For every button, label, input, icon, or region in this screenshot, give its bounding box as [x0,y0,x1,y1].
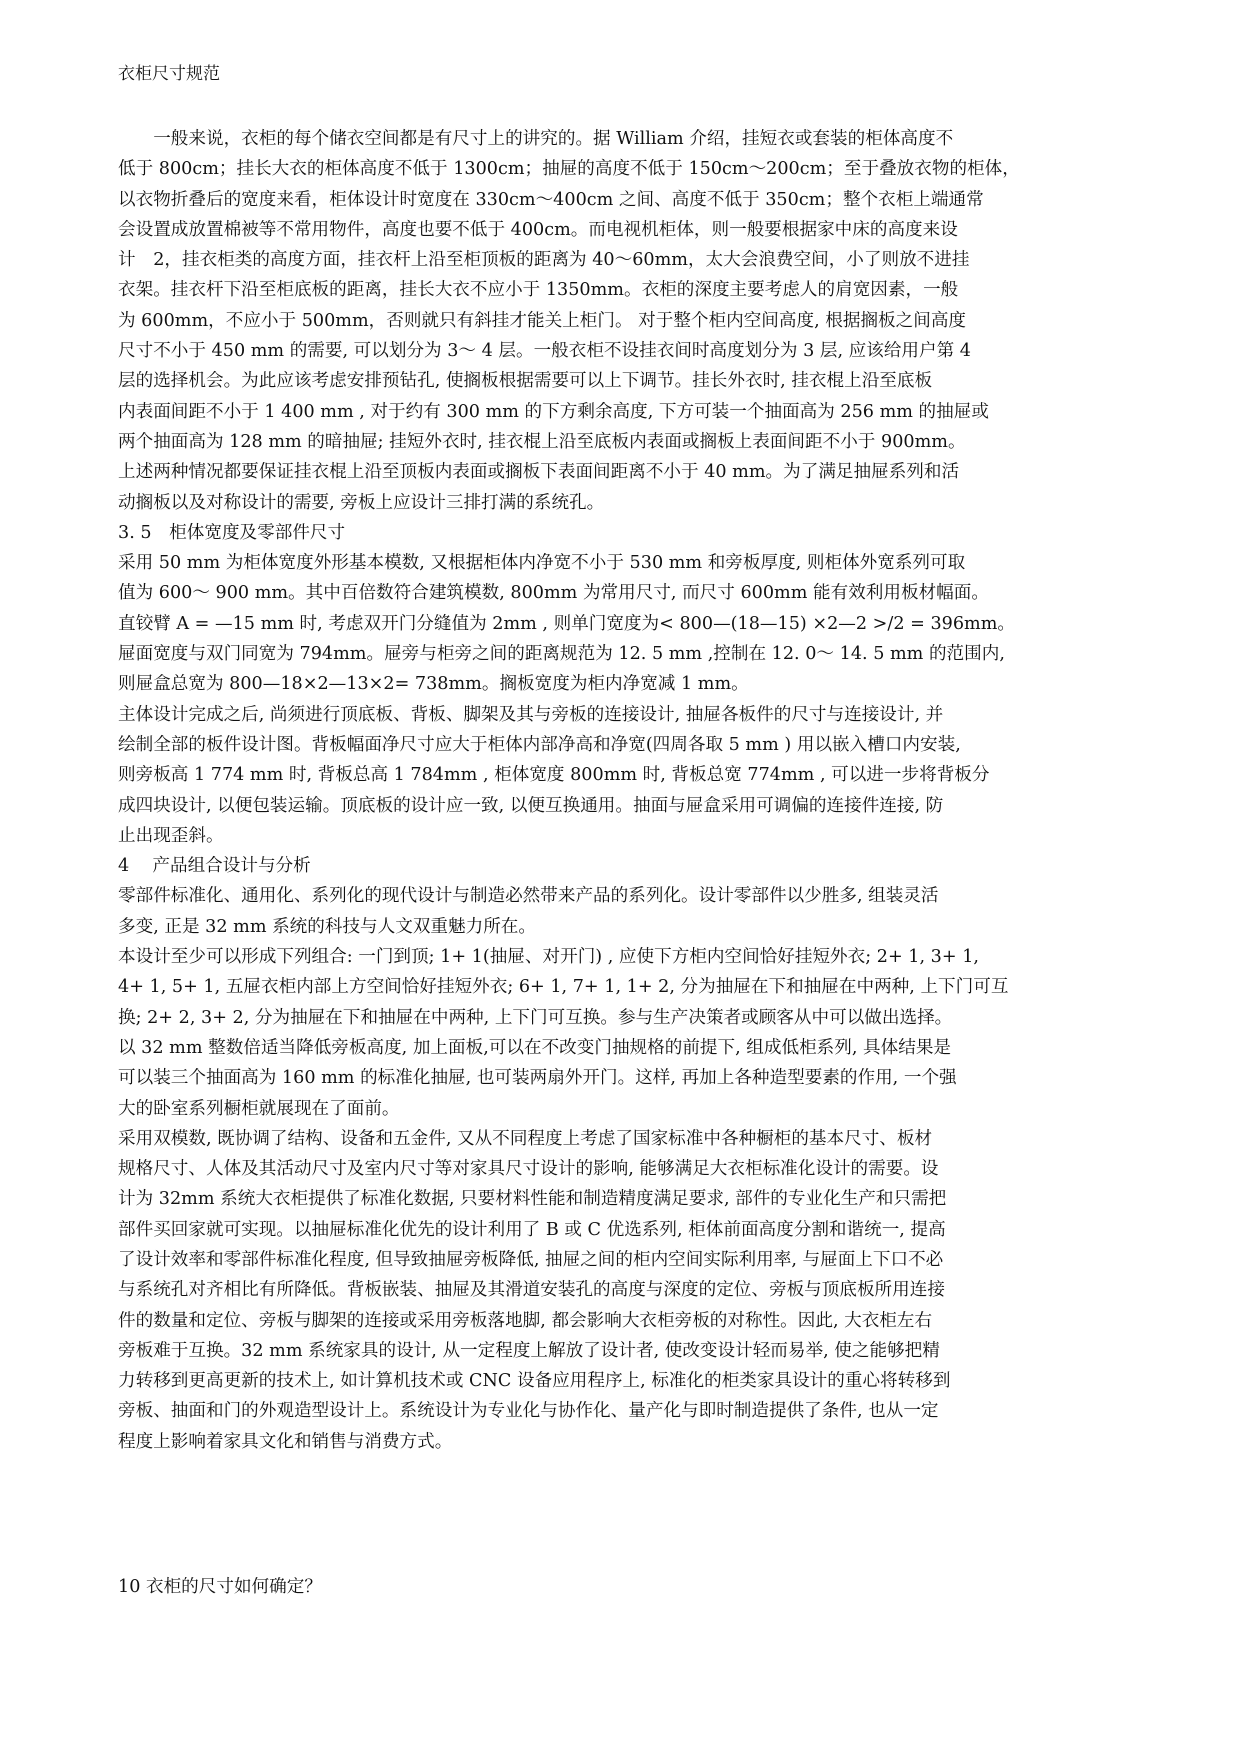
text-line: 换; 2+ 2, 3+ 2, 分为抽屉在下和抽屉在中两种, 上下门可互换。参与生产决策者或顾客从中可以做出选择。 [118,1007,953,1028]
document-body [118,124,1123,1457]
text-line: 件的数量和定位、旁板与脚架的连接或采用旁板落地脚, 都会影响大衣柜旁板的对称性。因此, 大衣柜左右 [118,1310,933,1331]
text-line: 采用双模数, 既协调了结构、设备和五金件, 又从不同程度上考虑了国家标准中各种橱柜的基本尺寸、板材 [118,1128,933,1149]
text-line: 成四块设计, 以便包装运输。顶底板的设计应一致, 以便互换通用。抽面与屉盒采用可调偏的连接件连接, 防 [118,795,944,816]
text-line: 4 产品组合设计与分析 [118,856,311,877]
text-line: 部件买回家就可实现。以抽屉标准化优先的设计利用了 B 或 C 优选系列, 柜体前面高度分割和谐统一, 提高 [118,1219,946,1240]
text-line: 大的卧室系列橱柜就展现在了面前。 [118,1098,400,1119]
text-line: 上述两种情况都要保证挂衣棍上沿至顶板内表面或搁板下表面间距离不小于 40 mm。为了满足抽屉系列和活 [118,462,960,483]
section-question: 10 衣柜的尺寸如何确定？ [118,1577,322,1597]
text-line: 计 2，挂衣柜类的高度方面，挂衣杆上沿至柜顶板的距离为 40～60mm，太大会浪费空间，小了则放不进挂 [118,250,970,271]
text-line: 会设置成放置棉被等不常用物件，高度也要不低于 400cm。而电视机柜体，则一般要根据家中床的高度来设 [118,219,958,240]
text-line: 直铰臂 A = —15 mm 时, 考虑双开门分缝值为 2mm , 则单门宽度为< 800—(18—15) ×2—2 >/2 = 396mm。 [118,613,1015,634]
text-line: 与系统孔对齐相比有所降低。背板嵌装、抽屉及其滑道安装孔的高度与深度的定位、旁板与顶底板所用连接 [118,1280,945,1301]
text-line: 则旁板高 1 774 mm 时, 背板总高 1 784mm , 柜体宽度 800mm 时, 背板总宽 774mm , 可以进一步将背板分 [118,765,990,786]
text-line: 可以装三个抽面高为 160 mm 的标准化抽屉, 也可装两扇外开门。这样, 再加上各种造型要素的作用, 一个强 [118,1068,957,1089]
text-line: 内表面间距不小于 1 400 mm , 对于约有 300 mm 的下方剩余高度, 下方可装一个抽面高为 256 mm 的抽屉或 [118,401,989,422]
text-line: 则屉盒总宽为 800—18×2—13×2= 738mm。搁板宽度为柜内净宽减 1 mm。 [118,674,749,695]
text-line: 动搁板以及对称设计的需要, 旁板上应设计三排打满的系统孔。 [118,492,605,513]
text-line: 低于 800cm；挂长大衣的柜体高度不低于 1300cm；抽屉的高度不低于 150cm～200cm；至于叠放衣物的柜体， [118,159,1020,180]
text-line: 计为 32mm 系统大衣柜提供了标准化数据, 只要材料性能和制造精度满足要求, 部件的专业化生产和只需把 [118,1189,947,1210]
text-line: 多变, 正是 32 mm 系统的科技与人文双重魅力所在。 [118,916,536,937]
text-line: 采用 50 mm 为柜体宽度外形基本模数, 又根据柜体内净宽不小于 530 mm 和旁板厚度, 则柜体外宽系列可取 [118,553,966,574]
text-line: 一般来说，衣柜的每个储衣空间都是有尺寸上的讲究的。据 William 介绍，挂短衣或套装的柜体高度不 [118,129,954,149]
text-line: 两个抽面高为 128 mm 的暗抽屉; 挂短外衣时, 挂衣棍上沿至底板内表面或搁板上表面间距不小于 900mm。 [118,431,966,452]
text-line: 屉面宽度与双门同宽为 794mm。屉旁与柜旁之间的距离规范为 12. 5 mm ,控制在 12. 0～ 14. 5 mm 的范围内, [118,644,1005,665]
text-line: 衣架。挂衣杆下沿至柜底板的距离，挂长大衣不应小于 1350mm。衣柜的深度主要考虑人的肩宽因素，一般 [118,280,959,301]
text-line: 层的选择机会。为此应该考虑安排预钻孔, 使搁板根据需要可以上下调节。挂长外衣时, 挂衣棍上沿至底板 [118,371,933,392]
text-line: 旁板难于互换。32 mm 系统家具的设计, 从一定程度上解放了设计者, 使改变设计轻而易举, 使之能够把精 [118,1340,940,1361]
text-line: 止出现歪斜。 [118,825,224,846]
text-line: 以衣物折叠后的宽度来看，柜体设计时宽度在 330cm～400cm 之间、高度不低于 350cm；整个衣柜上端通常 [118,189,984,210]
text-line: 本设计至少可以形成下列组合: 一门到顶; 1+ 1(抽屉、对开门) , 应使下方柜内空间恰好挂短外衣; 2+ 1, 3+ 1, [118,947,979,968]
text-line: 为 600mm，不应小于 500mm，否则就只有斜挂才能关上柜门。 对于整个柜内空间高度, 根据搁板之间高度 [118,310,967,331]
text-line: 值为 600～ 900 mm。其中百倍数符合建筑模数, 800mm 为常用尺寸, 而尺寸 600mm 能有效利用板材幅面。 [118,583,989,604]
text-line: 主体设计完成之后, 尚须进行顶底板、背板、脚架及其与旁板的连接设计, 抽屉各板件的尺寸与连接设计, 并 [118,704,944,725]
text-line: 绘制全部的板件设计图。背板幅面净尺寸应大于柜体内部净高和净宽(四周各取 5 mm ) 用以嵌入槽口内安装, [118,734,961,755]
text-line: 了设计效率和零部件标准化程度, 但导致抽屉旁板降低, 抽屉之间的柜内空间实际利用率, 与屉面上下口不必 [118,1249,944,1270]
text-line: 零部件标准化、通用化、系列化的现代设计与制造必然带来产品的系列化。设计零部件以少胜多, 组装灵活 [118,886,939,907]
text-line: 规格尺寸、人体及其活动尺寸及室内尺寸等对家具尺寸设计的影响, 能够满足大衣柜标准化设计的需要。设 [118,1159,939,1180]
text-line: 程度上影响着家具文化和销售与消费方式。 [118,1431,453,1452]
document-title: 衣柜尺寸规范 [118,64,220,84]
text-line: 尺寸不小于 450 mm 的需要, 可以划分为 3～ 4 层。一般衣柜不设挂衣间时高度划分为 3 层, 应该给用户第 4 [118,341,971,362]
text-line: 旁板、抽面和门的外观造型设计上。系统设计为专业化与协作化、量产化与即时制造提供了条件, 也从一定 [118,1401,939,1422]
text-line: 3. 5 柜体宽度及零部件尺寸 [118,522,346,543]
text-line: 4+ 1, 5+ 1, 五屉衣柜内部上方空间恰好挂短外衣; 6+ 1, 7+ 1, 1+ 2, 分为抽屉在下和抽屉在中两种, 上下门可互 [118,977,1009,998]
text-line: 力转移到更高更新的技术上, 如计算机技术或 CNC 设备应用程序上, 标准化的柜类家具设计的重心将转移到 [118,1371,951,1392]
text-line: 以 32 mm 整数倍适当降低旁板高度, 加上面板,可以在不改变门抽规格的前提下, 组成低柜系列, 具体结果是 [118,1037,952,1058]
